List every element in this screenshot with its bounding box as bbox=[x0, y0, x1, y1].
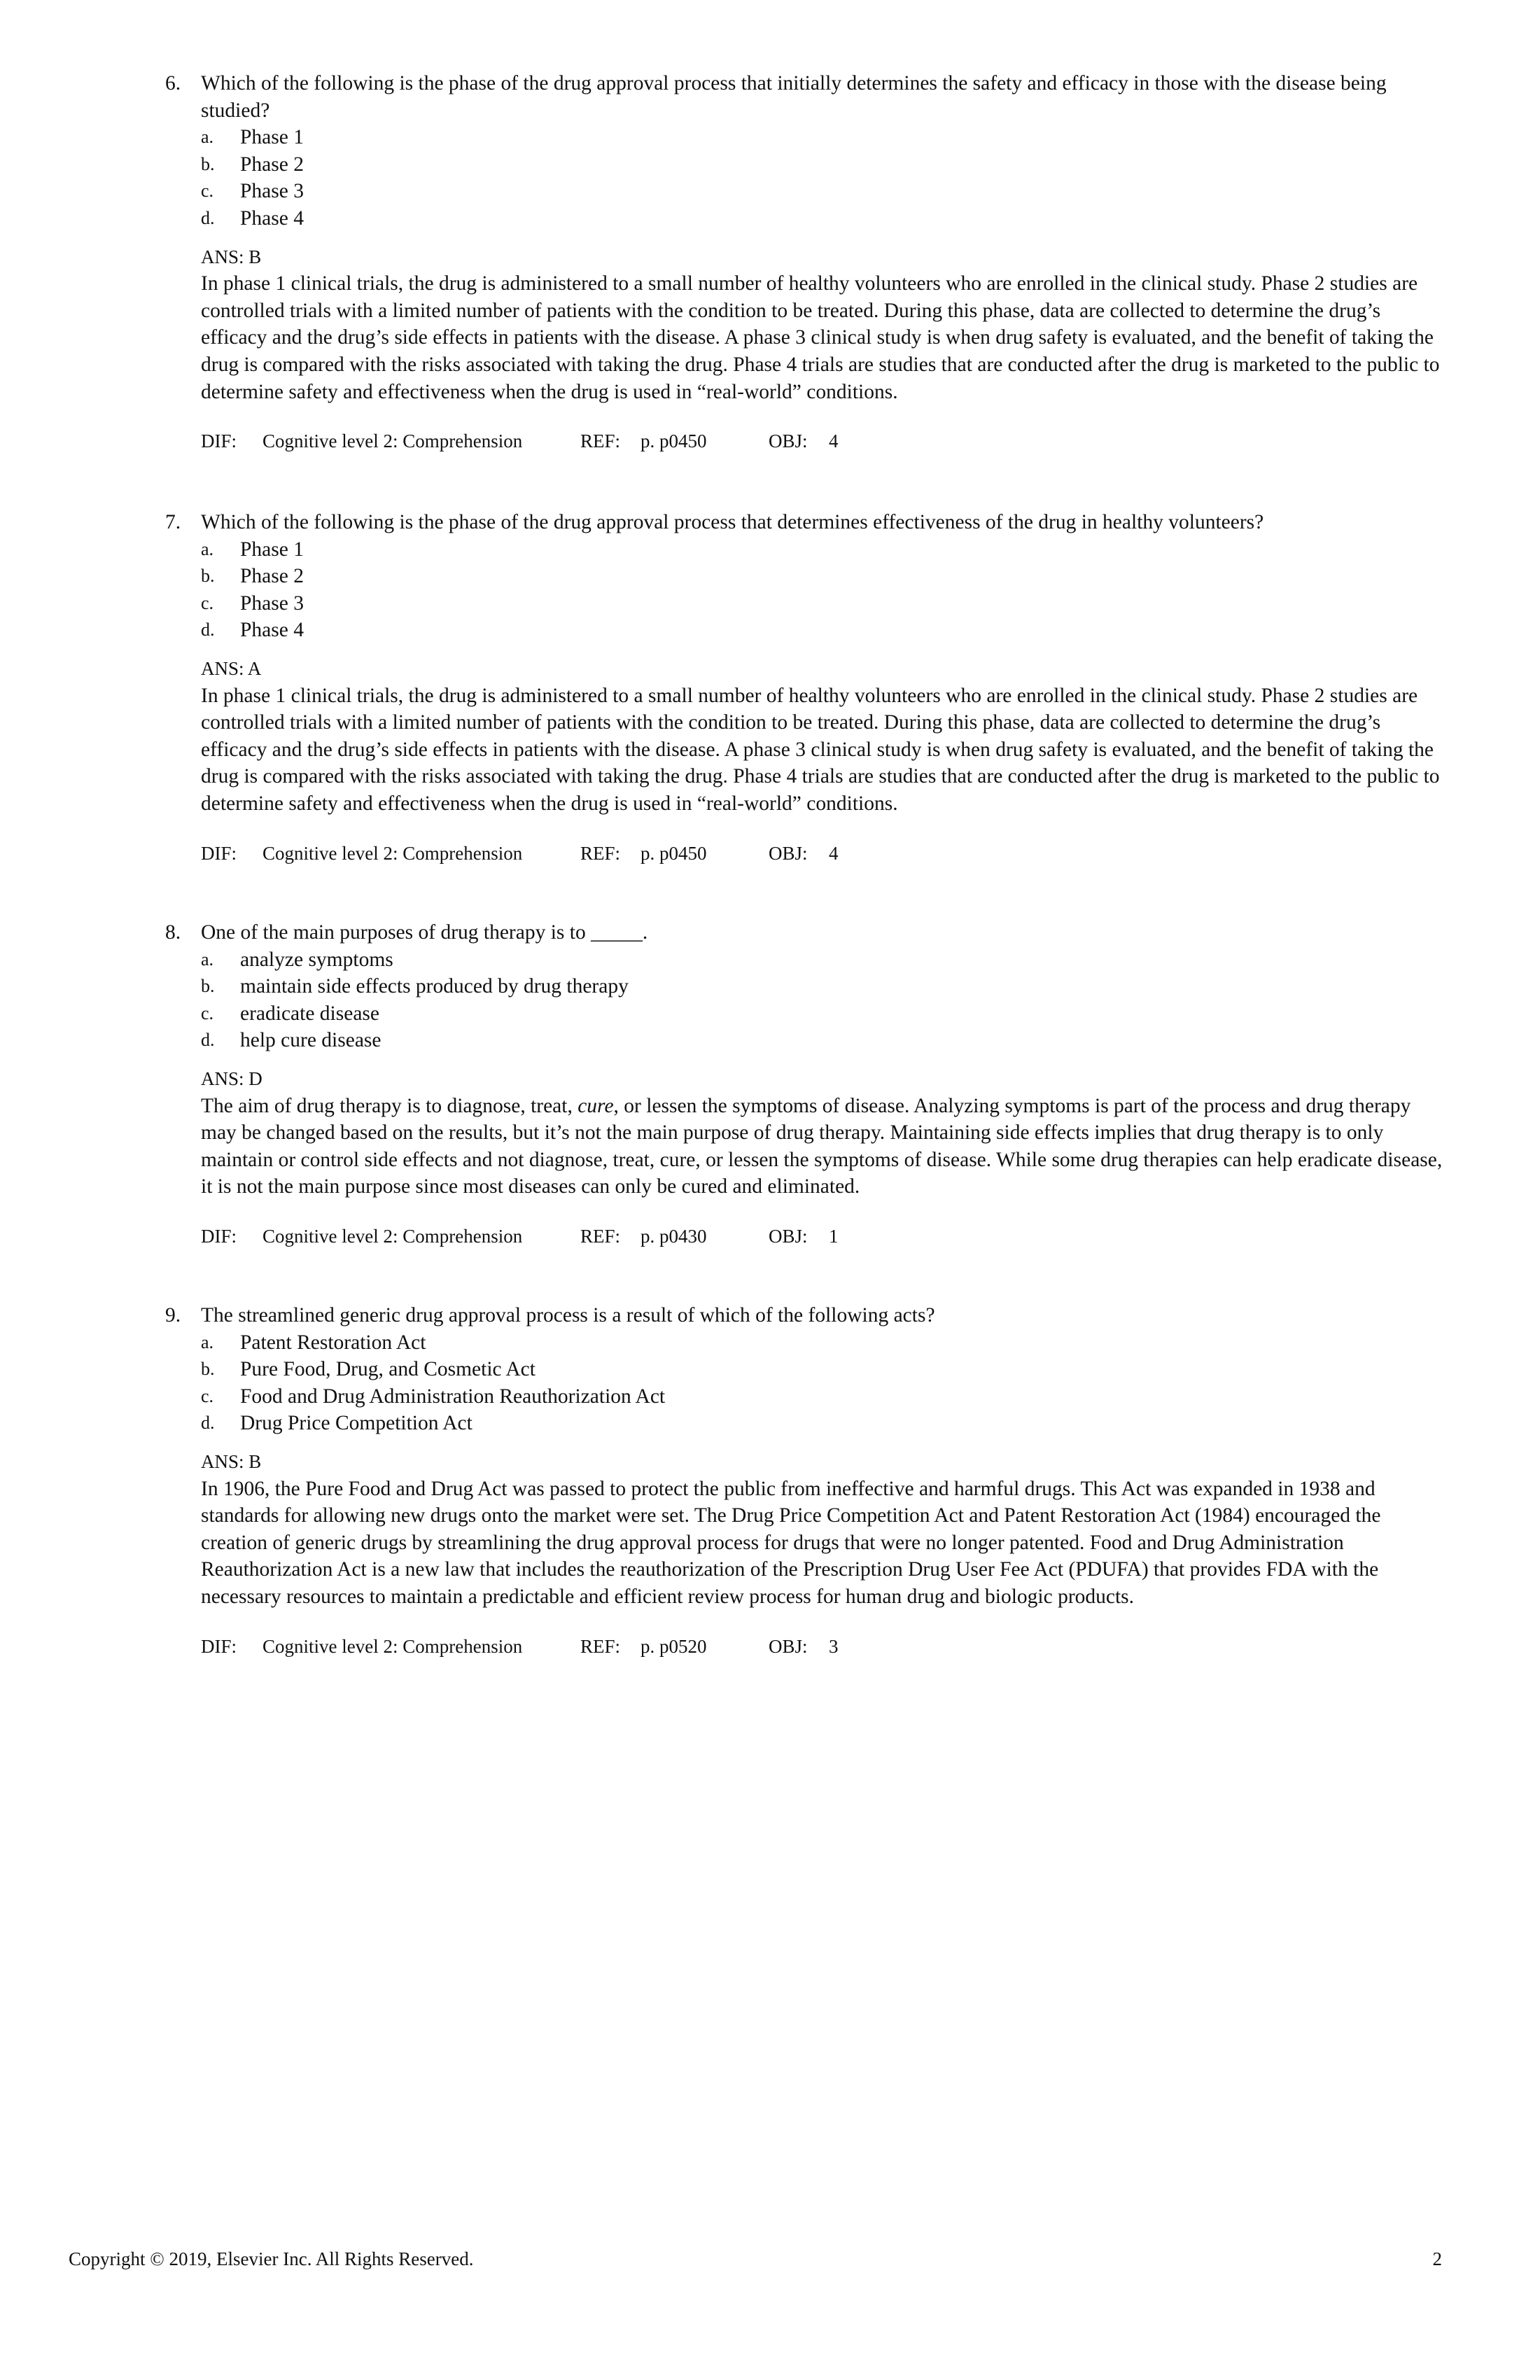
dif-label: DIF: bbox=[201, 430, 237, 452]
question-stem: Which of the following is the phase of the drug approval process that initially determines the safety and efficacy in those with the disease being studied? bbox=[201, 72, 1387, 122]
option-letter: c. bbox=[201, 592, 214, 613]
option-text: Drug Price Competition Act bbox=[240, 1412, 472, 1435]
question-stem: Which of the following is the phase of the drug approval process that determines effectiveness of the drug in healthy volunteers? bbox=[201, 511, 1264, 533]
question-stem: One of the main purposes of drug therapy is to _____. bbox=[201, 921, 648, 944]
rationale-emphasis: cure bbox=[578, 1094, 614, 1117]
option-letter: a. bbox=[201, 127, 214, 148]
dif-value: Cognitive level 2: Comprehension bbox=[262, 1225, 523, 1247]
option-a bbox=[201, 124, 1446, 151]
option-text: Patent Restoration Act bbox=[240, 1331, 426, 1354]
question-metadata bbox=[201, 428, 1446, 455]
dif-label: DIF: bbox=[201, 842, 237, 864]
option-d bbox=[201, 617, 1446, 644]
ref-value: p. p0450 bbox=[640, 842, 707, 864]
option-letter: d. bbox=[201, 1413, 215, 1434]
question-header bbox=[165, 509, 1446, 536]
question-header bbox=[165, 70, 1446, 124]
answer-block bbox=[165, 655, 1446, 867]
option-c bbox=[201, 1383, 1446, 1410]
ref-value: p. p0430 bbox=[640, 1225, 707, 1247]
obj-label: OBJ: bbox=[769, 842, 808, 864]
ref-label: REF: bbox=[580, 430, 621, 452]
page-number: 2 bbox=[1432, 2248, 1442, 2269]
option-b bbox=[201, 973, 1446, 1000]
rationale-part: , or lessen the symptoms of disease. Analyzing symptoms is part of the process and drug therapy may be changed based on the results, but it’s not the main purpose of drug therapy. Maintaining side effects implies that drug therapy is to only maintain or control side effects and not diagnose, treat, cure, or lessen the symptoms of disease. While some drug therapies can help eradicate disease, it is not the main purpose since most diseases can only be cured and eliminated. bbox=[201, 1094, 1443, 1198]
ref-label: REF: bbox=[580, 842, 621, 864]
obj-value: 1 bbox=[829, 1225, 839, 1247]
obj-label: OBJ: bbox=[769, 1635, 808, 1657]
answer-block bbox=[165, 244, 1446, 455]
option-c bbox=[201, 1000, 1446, 1028]
option-b bbox=[201, 563, 1446, 590]
option-d bbox=[201, 1027, 1446, 1054]
option-text: Phase 4 bbox=[240, 619, 304, 642]
dif-label: DIF: bbox=[201, 1225, 237, 1247]
answer-block bbox=[165, 1448, 1446, 1660]
answer-block bbox=[165, 1065, 1446, 1250]
option-letter: b. bbox=[201, 566, 215, 587]
ref-value: p. p0520 bbox=[640, 1635, 707, 1657]
option-letter: c. bbox=[201, 1002, 214, 1023]
obj-value: 4 bbox=[829, 430, 839, 452]
option-text: Phase 3 bbox=[240, 180, 304, 203]
ref-label: REF: bbox=[580, 1225, 621, 1247]
dif-label: DIF: bbox=[201, 1635, 237, 1657]
option-text: Phase 2 bbox=[240, 565, 304, 588]
question-number: 7. bbox=[165, 511, 181, 533]
options-list bbox=[165, 1329, 1446, 1437]
option-text: help cure disease bbox=[240, 1029, 382, 1052]
answer-key: ANS: B bbox=[201, 1450, 262, 1472]
obj-value: 3 bbox=[829, 1635, 839, 1657]
rationale-part: The aim of drug therapy is to diagnose, treat, bbox=[201, 1094, 578, 1117]
option-text: eradicate disease bbox=[240, 1002, 379, 1025]
dif-value: Cognitive level 2: Comprehension bbox=[262, 1635, 523, 1657]
option-a bbox=[201, 946, 1446, 974]
option-c bbox=[201, 178, 1446, 205]
rationale-text: In 1906, the Pure Food and Drug Act was passed to protect the public from ineffective and harmful drugs. This Act was expanded in 1938 and standards for allowing new drugs onto the market were set. The Drug Price Competition Act and Patent Restoration Act (1984) encouraged the creation of generic drugs by streamlining the drug approval process for drugs that were no longer patented. Food and Drug Administration Reauthorization Act is a new law that includes the reauthorization of the Prescription Drug User Fee Act (PDUFA) that provides FDA with the necessary resources to maintain a predictable and efficient review process for human drug and biologic products. bbox=[201, 1477, 1381, 1608]
option-d bbox=[201, 1410, 1446, 1437]
question-stem: The streamlined generic drug approval process is a result of which of the following acts? bbox=[201, 1304, 935, 1326]
option-letter: b. bbox=[201, 1359, 215, 1380]
obj-label: OBJ: bbox=[769, 430, 808, 452]
option-text: Phase 3 bbox=[240, 592, 304, 615]
rationale-text: In phase 1 clinical trials, the drug is administered to a small number of healthy volunteers who are enrolled in the clinical study. Phase 2 studies are controlled trials with a limited number of patients with the condition to be treated. During this phase, data are collected to determine the drug’s efficacy and the drug’s side effects in patients with the disease. A phase 3 clinical study is when drug safety is evaluated, and the benefit of taking the drug is compared with the risks associated with taking the drug. Phase 4 trials are studies that are conducted after the drug is marketed to the public to determine safety and effectiveness when the drug is used in “real-world” conditions. bbox=[201, 272, 1440, 403]
option-letter: a. bbox=[201, 538, 214, 559]
question-header bbox=[165, 919, 1446, 946]
question-9 bbox=[165, 1302, 1446, 1660]
answer-key: ANS: A bbox=[201, 657, 262, 679]
option-b bbox=[201, 151, 1446, 178]
option-b bbox=[201, 1356, 1446, 1383]
ref-value: p. p0450 bbox=[640, 430, 707, 452]
question-metadata bbox=[201, 1223, 1446, 1250]
option-letter: b. bbox=[201, 976, 215, 997]
option-letter: b. bbox=[201, 153, 215, 174]
rationale-text bbox=[201, 1093, 1446, 1200]
dif-value: Cognitive level 2: Comprehension bbox=[262, 430, 523, 452]
option-letter: d. bbox=[201, 207, 215, 228]
option-letter: c. bbox=[201, 181, 214, 202]
ref-label: REF: bbox=[580, 1635, 621, 1657]
rationale-text: In phase 1 clinical trials, the drug is administered to a small number of healthy volunteers who are enrolled in the clinical study. Phase 2 studies are controlled trials with a limited number of patients with the condition to be treated. During this phase, data are collected to determine the drug’s efficacy and the drug’s side effects in patients with the disease. A phase 3 clinical study is when drug safety is evaluated, and the benefit of taking the drug is compared with the risks associated with taking the drug. Phase 4 trials are studies that are conducted after the drug is marketed to the public to determine safety and effectiveness when the drug is used in “real-world” conditions. bbox=[201, 684, 1440, 815]
option-letter: a. bbox=[201, 1331, 214, 1352]
option-c bbox=[201, 590, 1446, 617]
dif-value: Cognitive level 2: Comprehension bbox=[262, 842, 523, 864]
question-metadata bbox=[201, 840, 1446, 867]
option-text: Phase 1 bbox=[240, 126, 304, 149]
obj-value: 4 bbox=[829, 842, 839, 864]
option-text: maintain side effects produced by drug therapy bbox=[240, 975, 629, 998]
options-list bbox=[165, 536, 1446, 644]
copyright-notice: Copyright © 2019, Elsevier Inc. All Rights Reserved. bbox=[69, 2248, 474, 2269]
question-8 bbox=[165, 919, 1446, 1250]
answer-key: ANS: D bbox=[201, 1068, 262, 1089]
question-number: 8. bbox=[165, 921, 181, 944]
option-letter: c. bbox=[201, 1385, 214, 1406]
options-list bbox=[165, 946, 1446, 1054]
options-list bbox=[165, 124, 1446, 232]
option-a bbox=[201, 1329, 1446, 1357]
question-6 bbox=[165, 70, 1446, 455]
option-text: Phase 2 bbox=[240, 153, 304, 176]
option-text: Phase 1 bbox=[240, 538, 304, 561]
option-a bbox=[201, 536, 1446, 564]
answer-key: ANS: B bbox=[201, 246, 262, 267]
obj-label: OBJ: bbox=[769, 1225, 808, 1247]
option-text: Phase 4 bbox=[240, 206, 304, 230]
option-letter: a. bbox=[201, 948, 214, 969]
option-letter: d. bbox=[201, 620, 215, 640]
option-d bbox=[201, 205, 1446, 232]
question-7 bbox=[165, 509, 1446, 867]
option-letter: d. bbox=[201, 1030, 215, 1051]
question-metadata bbox=[201, 1633, 1446, 1660]
question-header bbox=[165, 1302, 1446, 1329]
question-number: 6. bbox=[165, 72, 181, 94]
question-number: 9. bbox=[165, 1304, 181, 1326]
option-text: Pure Food, Drug, and Cosmetic Act bbox=[240, 1358, 536, 1381]
option-text: Food and Drug Administration Reauthorization Act bbox=[240, 1385, 666, 1408]
option-text: analyze symptoms bbox=[240, 948, 393, 971]
